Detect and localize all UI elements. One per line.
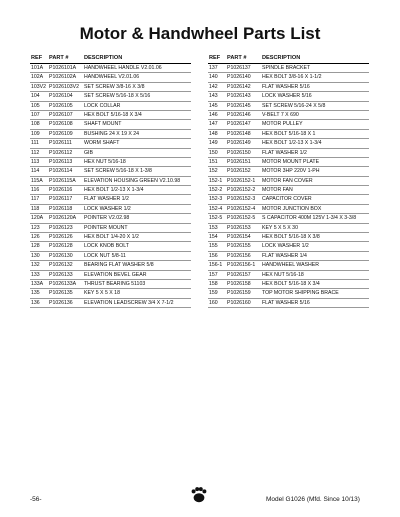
table-row xyxy=(30,111,191,120)
cell-part: P1026102A xyxy=(49,74,77,81)
cell-description: CAPACITOR COVER xyxy=(262,196,312,203)
cell-part: P1026114 xyxy=(49,168,73,175)
cell-part: P1026155 xyxy=(227,243,251,250)
table-row xyxy=(30,280,191,289)
cell-part: P1026105 xyxy=(49,102,73,109)
table-row xyxy=(208,233,369,242)
cell-description: HEX NUT 5/16-18 xyxy=(84,158,126,165)
cell-part: P1026116 xyxy=(49,187,73,194)
cell-ref: 156 xyxy=(209,252,218,259)
header-description: DESCRIPTION xyxy=(84,55,123,61)
table-row xyxy=(208,120,369,129)
cell-ref: 149 xyxy=(209,140,218,147)
cell-part: P1026109 xyxy=(49,130,73,137)
cell-description: LOCK NUT 5/8-11 xyxy=(84,252,126,259)
cell-description: BUSHING 24 X 19 X 24 xyxy=(84,130,140,137)
cell-ref: 137 xyxy=(209,65,218,71)
cell-description: MOTOR MOUNT PLATE xyxy=(262,158,320,165)
cell-description: HANDWHEEL HANDLE V2.01.06 xyxy=(84,65,162,71)
table-row xyxy=(208,92,369,101)
cell-ref: 104 xyxy=(31,93,40,100)
cell-ref: 157 xyxy=(209,271,218,278)
cell-description: ELEVATION BEVEL GEAR xyxy=(84,271,147,278)
table-row xyxy=(208,271,369,280)
cell-description: SPINDLE BRACKET xyxy=(262,65,311,71)
cell-ref: 156-1 xyxy=(209,262,223,269)
table-row xyxy=(30,130,191,139)
table-row xyxy=(30,167,191,176)
table-row xyxy=(208,299,369,308)
cell-ref: 114 xyxy=(31,168,40,175)
cell-part: P1026140 xyxy=(227,74,251,81)
table-row xyxy=(208,242,369,251)
cell-ref: 115A xyxy=(31,177,43,184)
cell-part: P1026128 xyxy=(49,243,73,250)
cell-part: P1026150 xyxy=(227,149,251,156)
table-row xyxy=(30,195,191,204)
cell-description: POINTER V2.02.98 xyxy=(84,215,130,222)
cell-description: MOTOR FAN xyxy=(262,187,293,194)
cell-ref: 102A xyxy=(31,74,44,81)
table-row xyxy=(30,64,191,73)
table-row xyxy=(208,149,369,158)
cell-part: P1026104 xyxy=(49,93,73,100)
cell-description: KEY 5 X 5 X 18 xyxy=(84,290,120,297)
cell-ref: 152-1 xyxy=(209,177,223,184)
cell-part: P1026115A xyxy=(49,177,76,184)
parts-table-left xyxy=(30,54,191,308)
cell-description: ELEVATION LEADSCREW 3/4 X 7-1/2 xyxy=(84,299,174,306)
cell-part: P1026152-3 xyxy=(227,196,256,203)
cell-part: P1026148 xyxy=(227,130,251,137)
cell-ref: 146 xyxy=(209,111,218,118)
table-row xyxy=(30,242,191,251)
cell-part: P1026154 xyxy=(227,234,251,241)
cell-part: P1026101A xyxy=(49,65,77,71)
cell-part: P1026152 xyxy=(227,168,251,175)
page-number: -56- xyxy=(30,496,42,503)
table-row xyxy=(208,280,369,289)
cell-ref: 159 xyxy=(209,290,218,297)
cell-ref: 152-2 xyxy=(209,187,223,194)
table-row xyxy=(30,261,191,270)
cell-description: HANDWHEEL V2.01.06 xyxy=(84,74,140,81)
cell-description: FLAT WASHER 1/2 xyxy=(262,149,307,156)
cell-description: GIB xyxy=(84,149,93,156)
cell-description: WORM SHAFT xyxy=(84,140,120,147)
cell-description: LOCK COLLAR xyxy=(84,102,121,109)
table-row xyxy=(30,73,191,82)
cell-ref: 132 xyxy=(31,262,40,269)
cell-part: P1026157 xyxy=(227,271,251,278)
table-row xyxy=(30,139,191,148)
cell-ref: 133 xyxy=(31,271,40,278)
cell-ref: 135 xyxy=(31,290,40,297)
cell-part: P1026112 xyxy=(49,149,73,156)
cell-ref: 116 xyxy=(31,187,40,194)
cell-ref: 111 xyxy=(31,140,39,147)
table-header xyxy=(30,54,191,64)
cell-part: P1026133 xyxy=(49,271,73,278)
cell-ref: 123 xyxy=(31,224,40,231)
cell-part: P1026156 xyxy=(227,252,251,259)
table-row xyxy=(30,271,191,280)
table-row xyxy=(30,252,191,261)
cell-part: P1026108 xyxy=(49,121,73,128)
cell-description: FLAT WASHER 5/16 xyxy=(262,83,310,90)
cell-part: P1026152-4 xyxy=(227,205,256,212)
header-description: DESCRIPTION xyxy=(262,55,301,61)
cell-ref: 152 xyxy=(209,168,218,175)
cell-part: P1026103V2 xyxy=(49,83,80,90)
table-row xyxy=(30,233,191,242)
cell-part: P1026153 xyxy=(227,224,251,231)
cell-description: SET SCREW 5/16-24 X 5/8 xyxy=(262,102,326,109)
cell-description: MOTOR FAN COVER xyxy=(262,177,313,184)
cell-ref: 154 xyxy=(209,234,218,241)
table-row xyxy=(208,139,369,148)
cell-part: P1026158 xyxy=(227,280,251,287)
cell-part: P1026152-5 xyxy=(227,215,256,222)
cell-ref: 148 xyxy=(209,130,218,137)
cell-part: P1026117 xyxy=(49,196,73,203)
table-row xyxy=(208,64,369,73)
table-row xyxy=(30,83,191,92)
cell-ref: 133A xyxy=(31,280,44,287)
cell-description: FLAT WASHER 1/2 xyxy=(84,196,129,203)
table-row xyxy=(208,177,369,186)
cell-ref: 105 xyxy=(31,102,40,109)
parts-table-right xyxy=(208,54,369,308)
table-row xyxy=(208,111,369,120)
cell-ref: 118 xyxy=(31,205,40,212)
table-row xyxy=(208,205,369,214)
model-info: Model G1026 (Mfd. Since 10/13) xyxy=(266,496,360,503)
table-row xyxy=(208,83,369,92)
cell-ref: 160 xyxy=(209,299,218,306)
cell-description: MOTOR JUNCTION BOX xyxy=(262,205,322,212)
cell-part: P1026152-2 xyxy=(227,187,256,194)
cell-description: LOCK WASHER 1/2 xyxy=(84,205,131,212)
table-row xyxy=(208,261,369,270)
cell-description: HANDWHEEL WASHER xyxy=(262,262,319,269)
table-row xyxy=(208,167,369,176)
table-row xyxy=(208,224,369,233)
cell-ref: 152-4 xyxy=(209,205,223,212)
page-title: Motor & Handwheel Parts List xyxy=(79,24,321,43)
table-row xyxy=(30,158,191,167)
cell-ref: 151 xyxy=(209,158,218,165)
cell-part: P1026143 xyxy=(227,93,251,100)
cell-ref: 155 xyxy=(209,243,218,250)
cell-ref: 103V2 xyxy=(31,83,47,90)
cell-ref: 143 xyxy=(209,93,218,100)
table-row xyxy=(30,186,191,195)
cell-description: SET SCREW 5/16-18 X 5/16 xyxy=(84,93,151,100)
cell-part: P1026132 xyxy=(49,262,73,269)
cell-part: P1026136 xyxy=(49,299,73,306)
cell-part: P1026146 xyxy=(227,111,251,118)
table-row xyxy=(30,205,191,214)
header-part: PART # xyxy=(227,55,247,61)
cell-ref: 152-5 xyxy=(209,215,223,222)
cell-description: FLAT WASHER 5/16 xyxy=(262,299,310,306)
table-row xyxy=(208,186,369,195)
cell-description: KEY 5 X 5 X 30 xyxy=(262,224,298,231)
cell-part: P1026130 xyxy=(49,252,73,259)
table-row xyxy=(30,149,191,158)
table-row xyxy=(30,224,191,233)
cell-ref: 101A xyxy=(31,65,44,71)
table-row xyxy=(208,158,369,167)
cell-part: P1026126 xyxy=(49,234,73,241)
cell-part: P1026142 xyxy=(227,83,251,90)
cell-part: P1026147 xyxy=(227,121,251,128)
cell-part: P1026133A xyxy=(49,280,77,287)
cell-part: P1026151 xyxy=(227,158,251,165)
cell-description: HEX BOLT 5/16-18 X 3/8 xyxy=(262,234,320,241)
cell-description: ELEVATION HOUSING GREEN V2.10.98 xyxy=(84,177,181,184)
table-row xyxy=(30,177,191,186)
cell-description: HEX BOLT 5/16-18 X 1 xyxy=(262,130,316,137)
cell-description: MOTOR PULLEY xyxy=(262,121,303,128)
cell-ref: 136 xyxy=(31,299,40,306)
cell-description: POINTER MOUNT xyxy=(84,224,128,231)
cell-part: P1026145 xyxy=(227,102,251,109)
cell-description: HEX BOLT 1/2-13 X 1-3/4 xyxy=(262,140,322,147)
cell-ref: 108 xyxy=(31,121,40,128)
cell-ref: 152-3 xyxy=(209,196,223,203)
header-ref: REF xyxy=(31,55,43,61)
cell-part: P1026149 xyxy=(227,140,251,147)
cell-ref: 142 xyxy=(209,83,218,90)
table-header xyxy=(208,54,369,64)
cell-description: HEX BOLT 1/2-13 X 1-3/4 xyxy=(84,187,144,194)
cell-ref: 145 xyxy=(209,102,218,109)
cell-ref: 112 xyxy=(31,149,40,156)
cell-description: V-BELT 7 X 690 xyxy=(262,111,299,118)
cell-ref: 158 xyxy=(209,280,218,287)
cell-description: SHAFT MOUNT xyxy=(84,121,122,128)
cell-description: THRUST BEARING 51103 xyxy=(84,280,146,287)
table-row xyxy=(30,120,191,129)
table-row xyxy=(208,73,369,82)
cell-description: MOTOR 3HP 220V 1-PH xyxy=(262,168,320,175)
cell-description: BEARING FLAT WASHER 5/8 xyxy=(84,262,154,269)
cell-ref: 153 xyxy=(209,224,218,231)
cell-description: LOCK KNOB BOLT xyxy=(84,243,129,250)
cell-part: P1026123 xyxy=(49,224,73,231)
cell-part: P1026135 xyxy=(49,290,73,297)
cell-description: HEX BOLT 1/4-20 X 1/2 xyxy=(84,234,139,241)
cell-part: P1026111 xyxy=(49,140,72,147)
table-row xyxy=(30,92,191,101)
cell-part: P1026156-1 xyxy=(227,262,256,269)
cell-ref: 147 xyxy=(209,121,218,128)
table-row xyxy=(30,102,191,111)
bear-paw-icon xyxy=(190,486,208,504)
cell-part: P1026120A xyxy=(49,215,77,222)
table-row xyxy=(30,299,191,308)
cell-part: P1026159 xyxy=(227,290,251,297)
cell-ref: 109 xyxy=(31,130,40,137)
cell-ref: 126 xyxy=(31,234,40,241)
cell-description: SET SCREW 3/8-16 X 3/8 xyxy=(84,83,145,90)
table-row xyxy=(208,130,369,139)
cell-part: P1026137 xyxy=(227,65,251,71)
table-row xyxy=(208,289,369,298)
cell-ref: 130 xyxy=(31,252,40,259)
cell-ref: 140 xyxy=(209,74,218,81)
table-row xyxy=(208,214,369,223)
table-row xyxy=(208,252,369,261)
cell-ref: 128 xyxy=(31,243,40,250)
header-part: PART # xyxy=(49,55,69,61)
header-ref: REF xyxy=(209,55,221,61)
cell-description: SET SCREW 5/16-18 X 1-3/8 xyxy=(84,168,152,175)
table-row xyxy=(208,195,369,204)
cell-ref: 150 xyxy=(209,149,218,156)
cell-part: P1026107 xyxy=(49,111,73,118)
cell-part: P1026113 xyxy=(49,158,73,165)
cell-ref: 113 xyxy=(31,158,40,165)
cell-part: P1026160 xyxy=(227,299,251,306)
cell-description: LOCK WASHER 5/16 xyxy=(262,93,312,100)
cell-description: S CAPACITOR 400M 125V 1-3/4 X 3-3/8 xyxy=(262,215,357,222)
cell-description: TOP MOTOR SHIPPING BRACE xyxy=(262,290,339,297)
cell-description: FLAT WASHER 1/4 xyxy=(262,252,307,259)
cell-description: HEX BOLT 3/8-16 X 1-1/2 xyxy=(262,74,322,81)
table-row xyxy=(208,102,369,111)
cell-part: P1026118 xyxy=(49,205,73,212)
cell-ref: 117 xyxy=(31,196,40,203)
table-row xyxy=(30,214,191,223)
cell-part: P1026152-1 xyxy=(227,177,256,184)
table-row xyxy=(30,289,191,298)
cell-description: LOCK WASHER 1/2 xyxy=(262,243,309,250)
cell-ref: 120A xyxy=(31,215,44,222)
cell-description: HEX BOLT 5/16-18 X 3/4 xyxy=(84,111,142,118)
cell-description: HEX BOLT 5/16-18 X 3/4 xyxy=(262,280,320,287)
cell-description: HEX NUT 5/16-18 xyxy=(262,271,304,278)
cell-ref: 107 xyxy=(31,111,40,118)
